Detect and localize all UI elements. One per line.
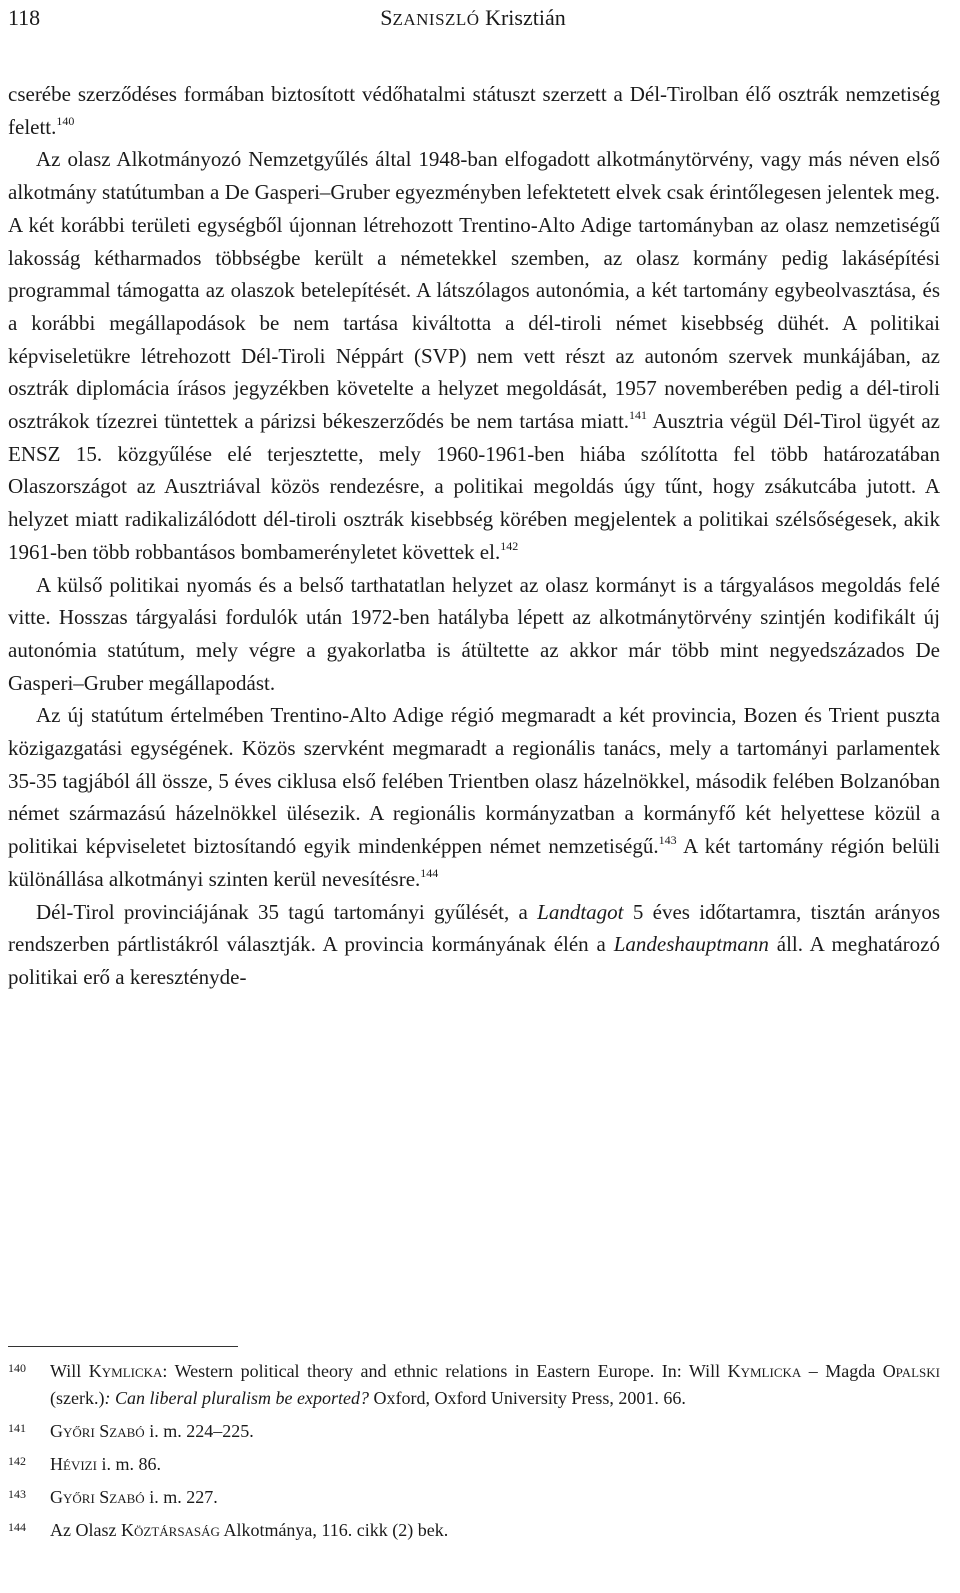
footnote-142 (8, 1451, 940, 1478)
footnote-ref-142[interactable]: 142 (500, 538, 519, 553)
footnote-text: i. m. 86. (96, 1454, 161, 1474)
footnote-144 (8, 1517, 940, 1544)
paragraph-text: A két tartomány régión belüli különállása alkotmányi szinten kerül nevesítésre. (8, 834, 940, 891)
footnote-text: – Magda (801, 1361, 883, 1381)
paragraph-text: Az új statútum értelmében Trentino-Alto Adige régió megmaradt a két provincia, Bozen és Trient puszta közigazgatási egységének. Közös szervként megmaradt a regionális tanács, mely a tartományi parlamentek 35-35 tagjából áll össze, 5 éves ciklusa első felében Trientben olasz házelnökkel, második felében Bolzanóban német származású házelnökkel ülésezik. A regionális kormányzatban a kormányfő két helyettese közül a politikai képviseletet biztosítandó egyik mindenképpen német nemzetiségű. (8, 703, 940, 859)
book-title: : Can liberal pluralism be exported? (104, 1388, 369, 1408)
footnote-number: 140 (8, 1361, 26, 1375)
footnote-143 (8, 1484, 940, 1511)
paragraph-text: 5 éves időtartamra, tisztán arányos rendszerben pártlistákról választják. A provincia kormányának élén a (8, 899, 941, 957)
paragraph-5 (8, 896, 940, 994)
page-number: 118 (8, 5, 41, 30)
footnote-text: Oxford, Oxford University Press, 2001. 66. (368, 1388, 686, 1408)
footnote-ref-141[interactable]: 141 (629, 408, 648, 423)
author-first-initial: S (380, 5, 393, 30)
footnote-text: i. m. 224–225. (144, 1421, 254, 1441)
running-title (8, 2, 938, 36)
footnote-text: Az Olasz (50, 1520, 121, 1540)
footnote-text: : Western political theory and ethnic relations in Eastern Europe. In: Will (162, 1361, 728, 1381)
author-name: Kymlicka (727, 1361, 802, 1381)
author-name: Győri Szabó (50, 1421, 145, 1441)
footnote-text: i. m. 227. (144, 1487, 218, 1507)
author-name: Hévizi (50, 1454, 97, 1474)
footnote-141 (8, 1418, 940, 1445)
paragraph-2 (8, 143, 940, 568)
footnote-number: 144 (8, 1520, 26, 1534)
paragraph-text: áll. A meghatározó politikai erő a keresztényde- (8, 932, 940, 989)
paragraph-1 (8, 78, 940, 143)
footnote-number: 142 (8, 1454, 26, 1468)
paragraph-4 (8, 699, 940, 895)
author-name: Kymlicka (88, 1361, 163, 1381)
author-first-rest: ZANISZLÓ (392, 10, 480, 29)
paragraph-text: Az olasz Alkotmányozó Nemzetgyűlés által 1948-ban elfogadott alkotmánytörvény, vagy más néven első alkotmány statútumban a De Gasperi–Gruber egyezményben lefektetett elvek csak érintőlegesen jelentek meg. A két korábbi területi egységből újonnan létrehozott Trentino-Alto Adige tartományban az olasz nemzetiségű lakosság kétharmados többségbe került a németekkel szemben, az olasz kormány pedig lakásépítési programmal támogatta az olaszok betelepítését. A látszólagos autonómia, a két tartomány egybeolvasztása, és a korábbi megállapodások be nem tartása kiváltotta a dél-tiroli német kisebbség dühét. A politikai képviseletükre létrehozott Dél-Tiroli Néppárt (SVP) nem vett részt az autonóm szervek munkájában, az osztrák diplomácia írásos jegyzékben követelte a helyzet megoldását, 1957 novemberében pedig a dél-tiroli osztrákok tízezrei tüntettek a párizsi békeszerződés be nem tartása miatt. (8, 147, 940, 434)
footnote-text: (szerk.) (50, 1388, 105, 1408)
italic-term-landtag: Landtagot (537, 899, 624, 924)
italic-term-landeshauptmann: Landeshauptmann (613, 932, 769, 957)
running-head (8, 2, 938, 34)
footnote-text: Will (50, 1361, 89, 1381)
body-text (8, 78, 940, 994)
paragraph-3 (8, 569, 940, 700)
footnote-separator (8, 1346, 238, 1347)
paragraph-text: A külső politikai nyomás és a belső tarthatatlan helyzet az olasz kormányt is a tárgyalásos megoldás felé vitte. Hosszas tárgyalási fordulók után 1972-ben hatályba lépett az alkotmánytörvény szintjén kodifikált új autonómia statútum, mely végre a gyakorlatba is átültette az akkor már több mint negyedszázados De Gasperi–Gruber megállapodást. (8, 572, 940, 695)
footnote-number: 143 (8, 1487, 26, 1501)
footnote-ref-144[interactable]: 144 (420, 865, 439, 880)
paragraph-text: cserébe szerződéses formában biztosított védőhatalmi státuszt szerzett a Dél-Tirolban élő osztrák nemzetiség felett. (8, 82, 940, 139)
author-last: Krisztián (485, 5, 566, 30)
source-name: Köztársaság (120, 1520, 220, 1540)
footnotes (8, 1358, 940, 1550)
author-name: Opalski (882, 1361, 940, 1381)
paragraph-text: Dél-Tirol provinciájának 35 tagú tartományi gyűlését, a (36, 899, 538, 924)
footnote-text: Alkotmánya, 116. cikk (2) bek. (219, 1520, 449, 1540)
footnote-ref-143[interactable]: 143 (658, 833, 677, 848)
footnote-ref-140[interactable]: 140 (56, 113, 75, 128)
footnote-number: 141 (8, 1421, 26, 1435)
paragraph-text: Ausztria végül Dél-Tirol ügyét az ENSZ 15. közgyűlése elé terjesztette, mely 1960-1961-ben hiába szólította fel több határozatában Olaszországot az Ausztriával közös rendezésre, a politikai megoldás úgy tűnt, hogy zsákutcába jutott. A helyzet miatt radikalizálódott dél-tiroli osztrák kisebbség körében megjelentek a politikai szélsőségesek, akik 1961-ben több robbantásos bombamerényletet követtek el. (8, 409, 940, 564)
author-name: Győri Szabó (50, 1487, 145, 1507)
footnote-140 (8, 1358, 940, 1412)
